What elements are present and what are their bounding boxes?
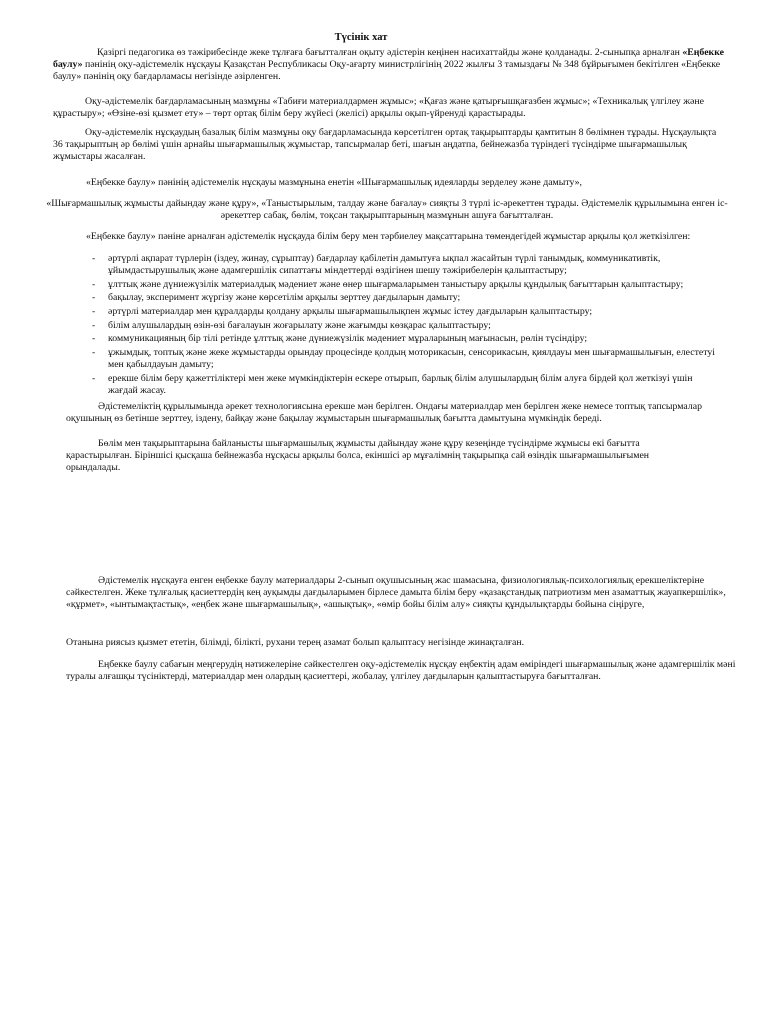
intro-text-start: Қазіргі педагогика өз тәжірибесінде жеке тұлғаға бағытталған оқыту әдістерін кеңінен насихаттайды және қолданады. 2-сыныпқа арналған (97, 47, 683, 58)
bullet-dash: - (92, 333, 96, 345)
bullet-dash: - (92, 306, 96, 318)
intro-paragraph (53, 47, 743, 83)
method-structure-paragraph: Әдістемеліктің құрылымында әрекет технологиясына ерекше мән берілген. Ондағы материалдар мен берілген жеке немесе топтық тапсырмалар оқушының өз бетінше зерттеу, іздену, байқау және бақылау жұмыстарын шығармашылық бағытта дамытуына мүмкіндік береді. (66, 401, 702, 425)
guide-structure-paragraph: Оқу-әдістемелік нұсқаудың базалық білім мазмұны оқу бағдарламасында көрсетілген ортақ тақырыптарды қамтитын 8 бөлімнен тұрады. Нұсқаулықта 36 тақырыптың әр бөлімі үшін арнайы шығармашылық жұмыстар, тапсырмалар беті, шағын аңдатпа, бейнежазба түріндегі түсіндірме шығармашылық жұмыстары жасалған. (53, 127, 717, 163)
bullet-dash: - (92, 278, 96, 290)
bullet-dash: - (92, 253, 96, 264)
list-item: - ұжымдық, топтық және жеке жұмыстарды орындау процесінде қолдың моторикасын, сенсорикасын, қиялдауы мен шығармашылығын, елестетуі мен қабылдауын дамыту; (92, 346, 715, 371)
activity-intro-line: «Еңбекке баулу» пәнінің әдістемелік нұсқауы мазмұнына енетін «Шығармашылық идеяларды зерделеу және дамыту», (86, 177, 582, 188)
goals-intro-line: «Еңбекке баулу» пәніне арналған әдістемелік нұсқауда білім беру мен тәрбиелеу мақсаттарына төмендегідей жұмыстар арқылы қол жеткізілген: (86, 231, 691, 242)
bullet-dash: - (92, 346, 96, 358)
bullet-dash: - (92, 319, 96, 331)
list-item: - әртүрлі ақпарат түрлерін (іздеу, жинау, сұрыптау) бағдарлау қабілетін дамытуға ықпал жасайтын түрлі танымдық, коммуникативтік, ұйымдастырушылық және адамгершілік сипаттағы міндеттерді өздігінен шешу тәжірибелерін қалыптастыру; (92, 253, 661, 277)
document-title: Түсінік хат (334, 32, 388, 43)
age-appropriateness-paragraph: Әдістемелік нұсқауға енген еңбекке баулу материалдары 2-сынып оқушысының жас шамасына, физиологиялық-психологиялық ерекшеліктеріне сәйкестелген. Жеке тұлғалық қасиеттердің кең ауқымды дағдыларымен бірлесе дамыта білім беру «қазақстандық патриотизм мен азаматтық жауапкершілік», «құрмет», «ынтымақтастық», «еңбек және шығармашылық», «ашықтық», «өмір бойы білім алу» сияқты құндылықтарды бойына сіңіруге, (66, 575, 726, 611)
list-item: - коммуникацияның бір тілі ретінде ұлттық және дүниежүзілік мәдениет мұраларының мағынасын, рөлін түсіндіру; (92, 333, 588, 345)
explanation-paragraph: Бөлім мен тақырыптарына байланысты шығармашылық жұмысты дайындау және құру кезеңінде түсіндірме жұмысы екі бағытта қарастырылған. Біріншісі қысқаша бейнежазба нұсқасы арқылы болса, екіншісі әр мұғалімнің тақырыпқа сай өзіндік шығармашылығымен орындалады. (66, 438, 650, 474)
bullet-dash: - (92, 292, 96, 304)
subject-name-bold: «Еңбекке баулу» (53, 47, 724, 71)
program-content-paragraph: Оқу-әдістемелік бағдарламасының мазмұны «Табиғи материалдармен жұмыс»; «Қағаз және қатырғышқағазбен жұмыс»; «Техникалық үлгілеу және құрастыру»; «Өзіне-өзі қызмет ету» – төрт ортақ білім беру жүйесі (желісі) арқылы оқып-үйренуді қарастырады. (53, 96, 704, 120)
bullet-dash: - (92, 372, 96, 384)
citizenship-paragraph: Отанына риясыз қызмет ететін, білімді, білікті, рухани терең азамат болып қалыптасу негізінде жинақталған. (66, 637, 525, 648)
list-item: - білім алушылардың өзін-өзі бағалауын жоғарылату және жағымды көзқарас қалыптастыру; (92, 319, 491, 331)
list-item: - бақылау, эксперимент жүргізу және көрсетілім арқылы зерттеу дағдыларын дамыту; (92, 292, 461, 304)
goals-list (92, 253, 722, 399)
intro-text-end: пәнінің оқу-әдістемелік нұсқауы Қазақстан Республикасы Оқу-ағарту министрлігінің 2022 жылғы 3 тамыздағы № 348 бұйрығымен бекітілген «Еңбекке баулу» пәнінің оқу бағдарламасы негізінде әзірленген. (53, 59, 721, 83)
list-item: - ерекше білім беру қажеттіліктері мен жеке мүмкіндіктерін ескере отырып, барлық білім алушылардың білім алуға бірдей қол жеткізуі үшін жағдай жасау. (92, 372, 693, 396)
learning-outcomes-paragraph: Еңбекке баулу сабағын меңгерудің нәтижелеріне сәйкестелген оқу-әдістемелік нұсқау еңбектің адам өміріндегі шығармашылық және адамгершілік мәні туралы алғашқы түсініктерді, материалдар мен олардың қасиеттері, жобалау, үлгілеу дағдыларын қалыптастыруға бағытталған. (66, 659, 736, 683)
activity-types-paragraph: «Шығармашылық жұмысты дайындау және құру», «Таныстырылым, талдау және бағалау» сияқты 3 түрлі іс-әрекеттен тұрады. Әдістемелік құрылымына енген іс-әрекеттер сабақ, бөлім, тоқсан тақырыптарының мазмұнын ашуға бағытталған. (46, 198, 728, 222)
list-item: - әртүрлі материалдар мен құралдарды қолдану арқылы шығармашылықпен жұмыс істеу дағдыларын қалыптастыру; (92, 306, 593, 318)
list-item: - ұлттық және дүниежүзілік материалдық мәдениет және өнер шығармаларымен таныстыру арқылы құндылық бағыттарын қалыптастыру; (92, 278, 684, 290)
